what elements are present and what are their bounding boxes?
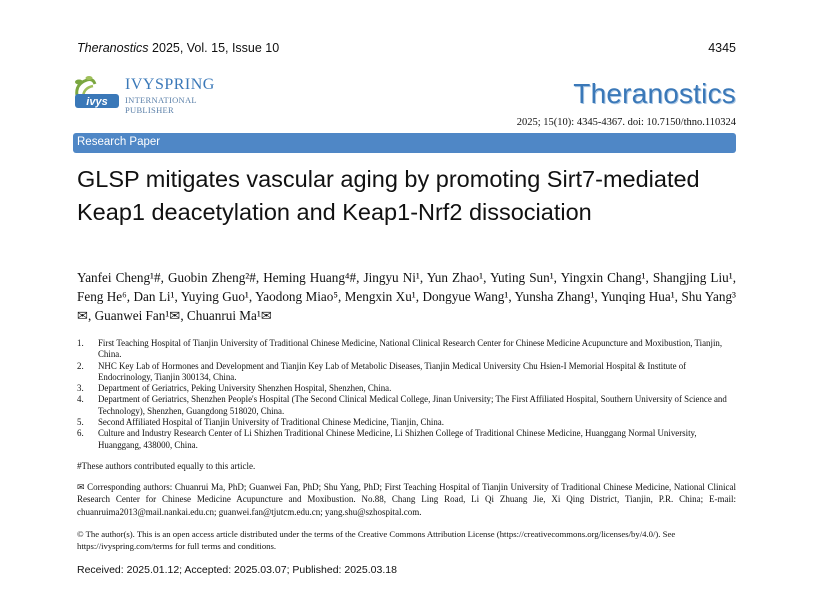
affiliation-number: 5. [77,417,84,428]
article-type-banner [73,133,736,153]
publication-dates: Received: 2025.01.12; Accepted: 2025.03.07; Published: 2025.03.18 [77,564,397,576]
affiliation-text: First Teaching Hospital of Tianjin University of Traditional Chinese Medicine, National Clinical Research Center for Chinese Medicine Acupuncture and Moxibustion, Tianjin, China. [98,338,723,360]
affiliation-item [77,361,736,384]
journal-title: Theranostics [573,78,736,109]
affiliation-text: Department of Geriatrics, Shenzhen People's Hospital (The Second Clinical Medical College, Jinan University; The First Affiliated Hospital, Southern University of Science and Technology), Shenzhen, Guangdong 518020, China. [98,394,727,416]
ivyspring-emblem-icon [73,74,121,110]
affiliation-number: 3. [77,383,84,394]
page-number: 4345 [708,41,736,55]
affiliation-list [77,338,736,451]
journal-issue-info [77,41,279,55]
affiliation-text: Culture and Industry Research Center of Li Shizhen Traditional Chinese Medicine, Li Shizhen College of Traditional Chinese Medicine, Huanggang Normal University, Huanggang, 438000, China. [98,428,697,450]
affiliation-item [77,383,736,394]
publisher-subtitle: INTERNATIONAL PUBLISHER [125,95,197,115]
citation-doi: 2025; 15(10): 4345-4367. doi: 10.7150/thno.110324 [516,117,736,128]
corresponding-authors: ✉ Corresponding authors: Chuanrui Ma, PhD; Guanwei Fan, PhD; Shu Yang, PhD; First Teaching Hospital of Tianjin University of Traditional Chinese Medicine, National Clinical Research Center for Chinese Medicine Acupuncture and Moxibustion. No.88, Chang Ling Road, Li Qi Zhuang Jie, Xi Qing District, Tianjin, P.R. China; E-mail: chuanruima2013@mail.nankai.edu.cn; guanwei.fan@tjutcm.edu.cn; yang.shu@szhospital.com. [77,482,736,517]
affiliation-item [77,338,736,361]
logo-mark-text: ivys [86,96,108,108]
license-statement: © The author(s). This is an open access article distributed under the terms of the Creative Commons Attribution License (https://creativecommons.org/licenses/by/4.0/). See https://ivyspring.com/terms for full terms and conditions. [77,529,676,552]
affiliation-item [77,417,736,428]
affiliation-item [77,394,736,417]
affiliation-text: Second Affiliated Hospital of Tianjin University of Traditional Chinese Medicine, Tianjin, China. [98,417,444,428]
affiliation-item [77,428,736,451]
equal-contribution-note: #These authors contributed equally to this article. [77,461,256,471]
publisher-name: IVYSPRING [125,76,215,93]
article-title: GLSP mitigates vascular aging by promoting Sirt7-mediated Keap1 deacetylation and Keap1-Nrf2 dissociation [77,166,700,225]
affiliation-number: 1. [77,338,84,348]
affiliation-text: NHC Key Lab of Hormones and Development and Tianjin Key Lab of Metabolic Diseases, Tianjin Medical University Chu Hsien-I Memorial Hospital & Institute of Endocrinology, Tianjin 300134, China. [98,360,687,382]
affiliation-text: Department of Geriatrics, Peking University Shenzhen Hospital, Shenzhen, China. [98,383,392,394]
affiliation-number: 2. [77,360,84,371]
issue-info: 2025, Vol. 15, Issue 10 [148,41,280,55]
author-list: Yanfei Cheng¹#, Guobin Zheng²#, Heming Huang⁴#, Jingyu Ni¹, Yun Zhao¹, Yuting Sun¹, Yingxin Chang¹, Shangjing Liu¹, Feng He⁶, Dan Li¹, Yuying Guo¹, Yaodong Miao⁵, Mengxin Xu¹, Dongyue Wang¹, Yunsha Zhang¹, Yunqing Hua¹, Shu Yang³✉, Guanwei Fan¹✉, Chuanrui Ma¹✉ [77,270,736,323]
running-header [77,41,736,57]
journal-name-italic: Theranostics [77,41,149,55]
ivyspring-logo [73,74,243,115]
article-type-label: Research Paper [77,136,161,148]
affiliation-number: 4. [77,394,84,405]
affiliation-number: 6. [77,428,84,439]
